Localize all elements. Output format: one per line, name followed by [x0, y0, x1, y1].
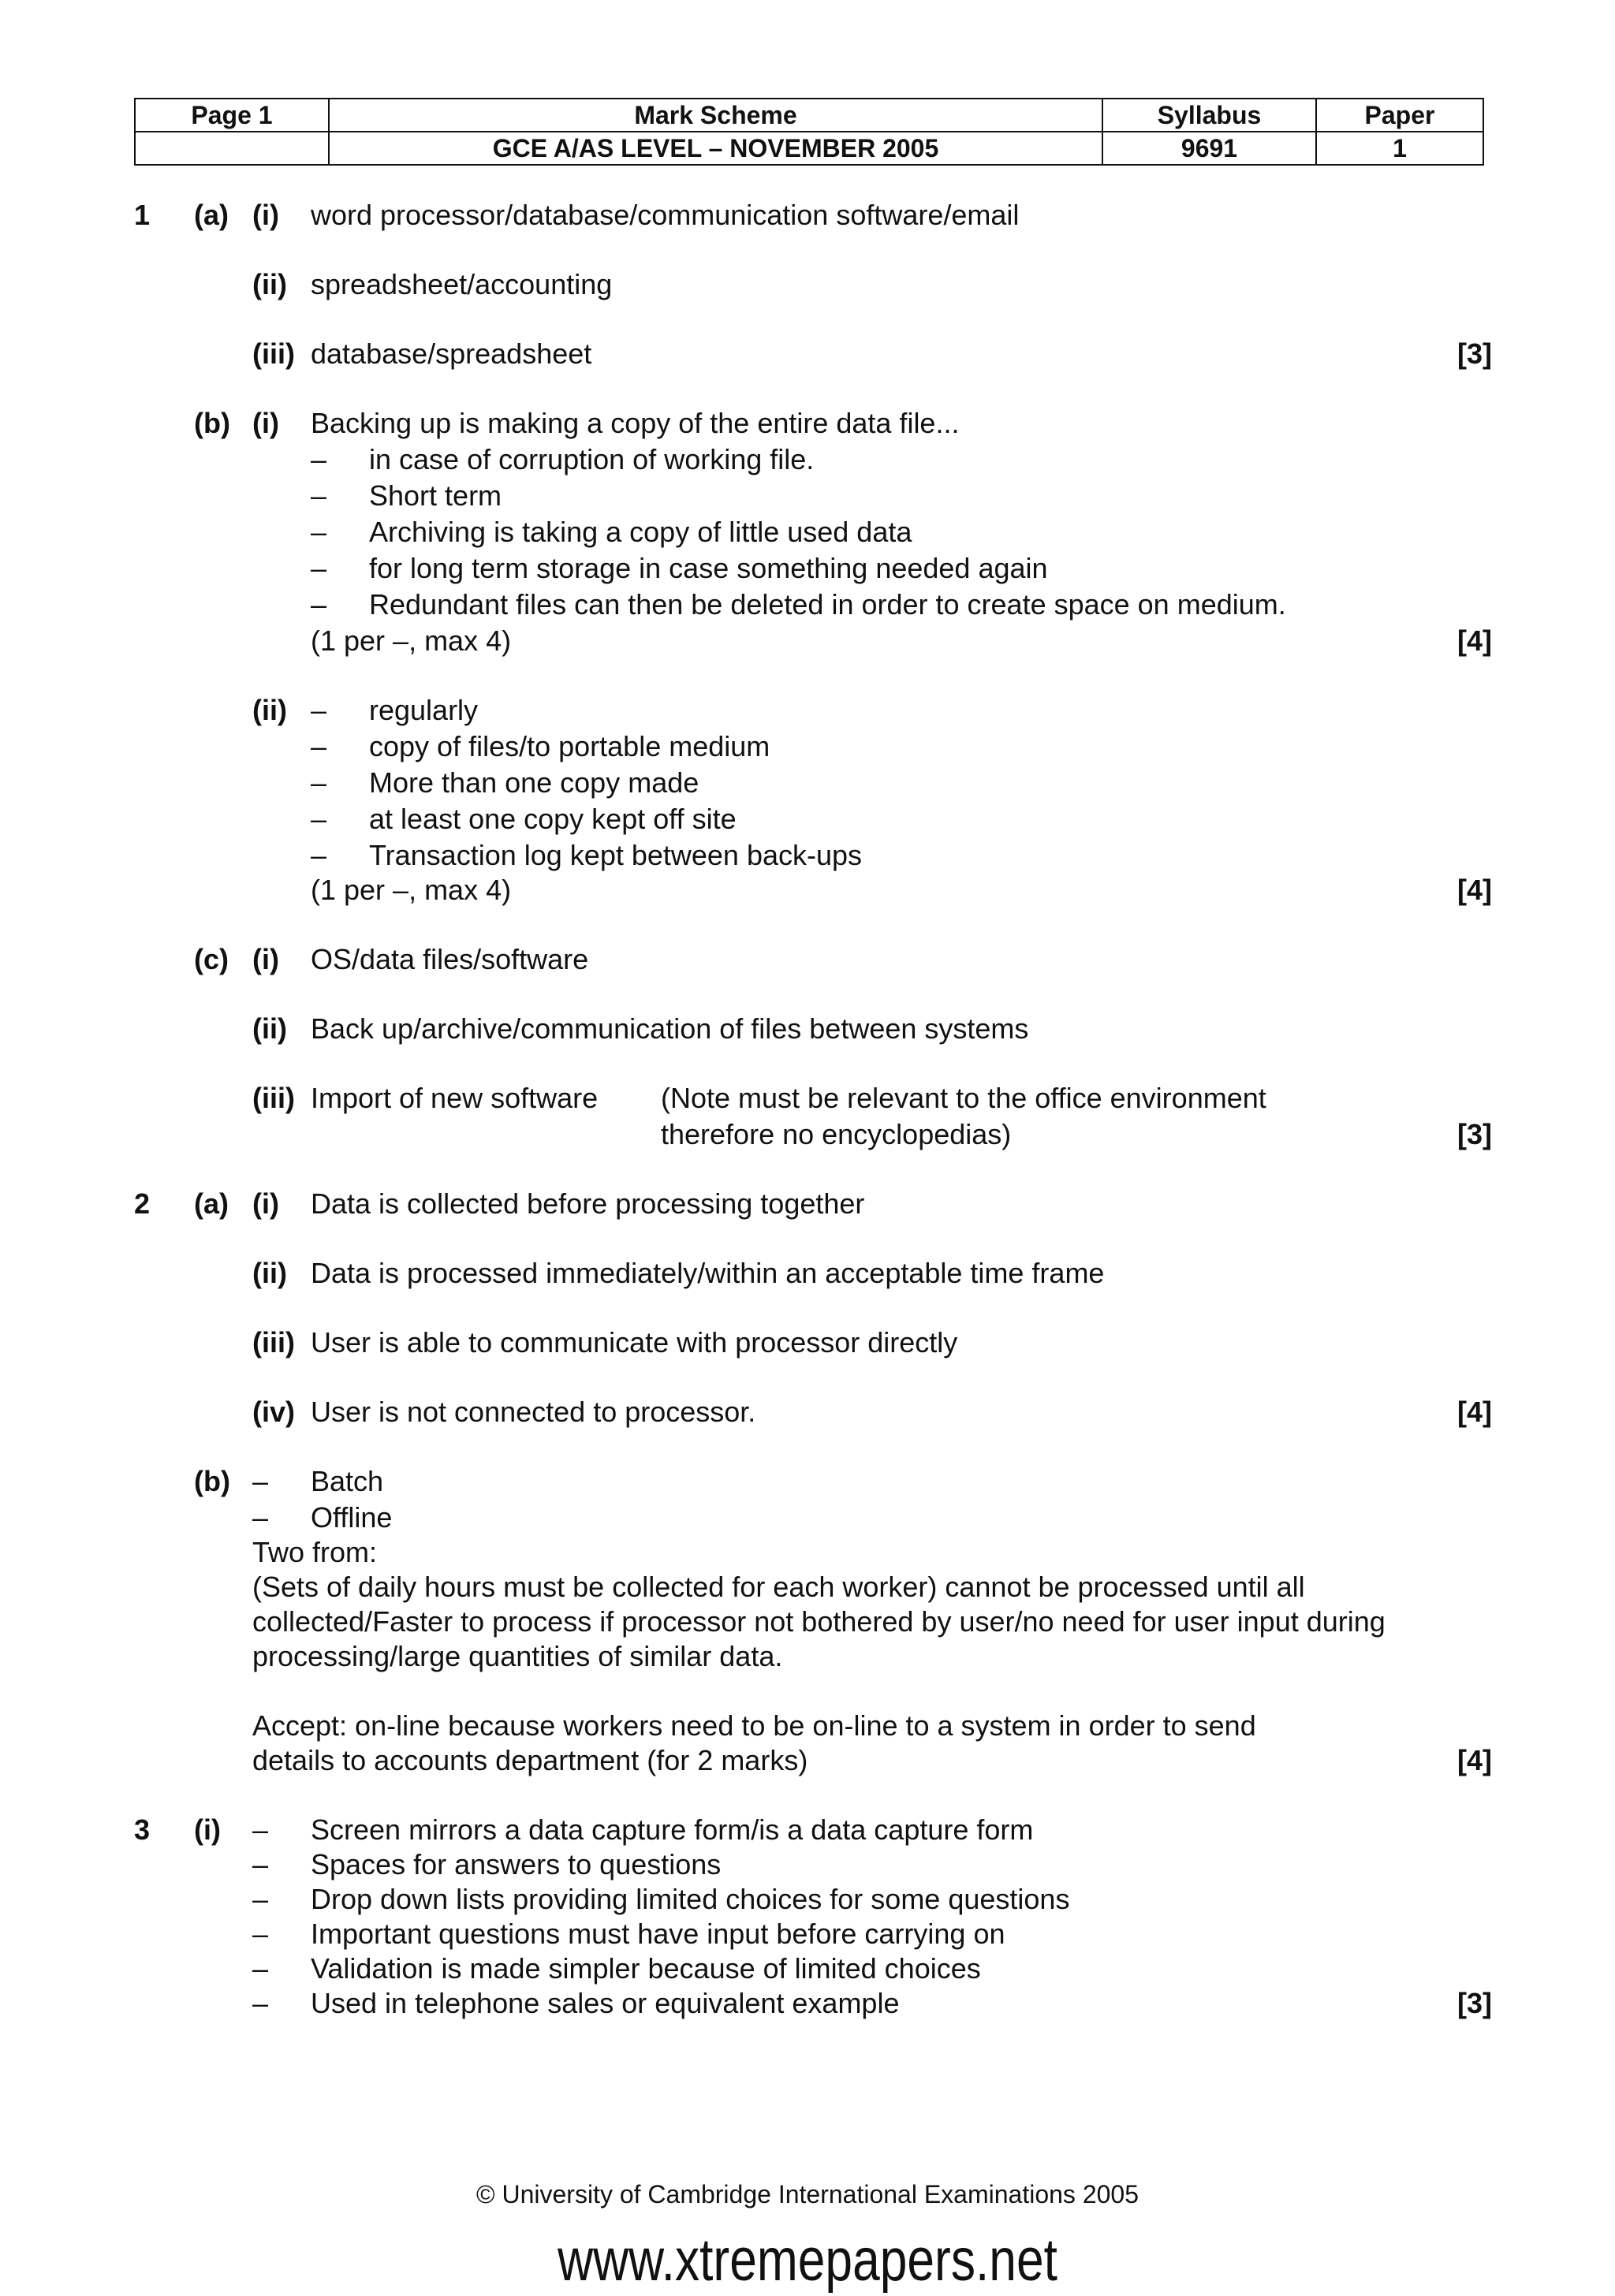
answer-text: word processor/database/communication software/email — [311, 199, 1020, 231]
bullet-text: Batch — [311, 1465, 384, 1497]
answer-text: OS/data files/software — [311, 943, 589, 975]
examiner-note: (Note must be relevant to the office environment — [661, 1082, 1266, 1114]
header-table — [134, 98, 1484, 166]
header-title: Mark Scheme — [329, 99, 1102, 132]
header-page: Page 1 — [135, 99, 329, 132]
bullet-text: regularly — [369, 694, 479, 726]
dash: – — [252, 1883, 269, 1915]
accept-note: Accept: on-line because workers need to be on-line to a system in order to send — [252, 1709, 1256, 1742]
answer-text: User is able to communicate with processor directly — [311, 1326, 958, 1359]
dash: – — [311, 588, 327, 621]
bullet-text: at least one copy kept off site — [369, 803, 737, 835]
marks: [3] — [1457, 337, 1492, 370]
header-row — [135, 99, 1483, 132]
subpart-label: (ii) — [252, 694, 287, 726]
subpart-label: (i) — [252, 1187, 279, 1220]
dash: – — [311, 730, 327, 762]
dash: – — [311, 839, 327, 871]
marks: [3] — [1457, 1987, 1492, 2019]
answer-text: Backing up is making a copy of the entire data file... — [311, 407, 960, 439]
examiner-note: therefore no encyclopedias) — [661, 1118, 1012, 1150]
part-label: (b) — [194, 407, 230, 439]
bullet-text: Short term — [369, 479, 502, 512]
subpart-label: (i) — [252, 407, 279, 439]
bullet-text: Spaces for answers to questions — [311, 1848, 722, 1880]
subpart-label: (iv) — [252, 1396, 295, 1428]
dash: – — [252, 1848, 269, 1880]
subpart-label: (iii) — [252, 1326, 295, 1359]
website-link[interactable]: www.xtremepapers.net — [558, 2227, 1057, 2294]
bullet-text: Validation is made simpler because of limited choices — [311, 1952, 981, 1985]
dash: – — [311, 803, 327, 835]
bullet-text: More than one copy made — [369, 766, 699, 799]
dash: – — [252, 1813, 269, 1846]
subpart-label: (ii) — [252, 268, 287, 300]
question-number: 3 — [134, 1813, 151, 1846]
dash: – — [311, 516, 327, 548]
dash: – — [252, 1987, 269, 2019]
bullet-text: Used in telephone sales or equivalent example — [311, 1987, 900, 2019]
header-paper-label: Paper — [1316, 99, 1483, 132]
answer-text: User is not connected to processor. — [311, 1396, 756, 1428]
copyright-footer: © University of Cambridge International Examinations 2005 — [476, 2180, 1139, 2208]
bullet-text: Drop down lists providing limited choices for some questions — [311, 1883, 1070, 1915]
subpart-label: (iii) — [252, 337, 295, 370]
dash: – — [311, 766, 327, 799]
subpart-label: (ii) — [252, 1012, 287, 1045]
header-syllabus-code: 9691 — [1102, 132, 1316, 165]
marks: [4] — [1457, 624, 1492, 657]
answer-text: Import of new software — [311, 1082, 599, 1114]
bullet-text: Important questions must have input before carrying on — [311, 1918, 1005, 1950]
bullet-text: for long term storage in case something needed again — [369, 552, 1048, 584]
subpart-label: (ii) — [252, 1257, 287, 1289]
mark-note: (1 per –, max 4) — [311, 874, 512, 906]
part-label: (c) — [194, 943, 229, 975]
answer-text: database/spreadsheet — [311, 337, 592, 370]
answer-text: processing/large quantities of similar data. — [252, 1640, 783, 1672]
part-label: (a) — [194, 1187, 229, 1220]
bullet-text: copy of files/to portable medium — [369, 730, 770, 762]
bullet-text: in case of corruption of working file. — [369, 443, 815, 475]
question-number: 2 — [134, 1187, 151, 1220]
dash: – — [311, 479, 327, 512]
header-paper-number: 1 — [1316, 132, 1483, 165]
header-row — [135, 132, 1483, 165]
part-label: (a) — [194, 199, 229, 231]
bullet-text: Offline — [311, 1501, 393, 1534]
answer-text: spreadsheet/accounting — [311, 268, 613, 300]
header-empty — [135, 132, 329, 165]
accept-note: details to accounts department (for 2 marks) — [252, 1744, 808, 1776]
part-label: (i) — [194, 1813, 221, 1846]
answer-text: Two from: — [252, 1536, 378, 1568]
part-label: (b) — [194, 1465, 230, 1497]
dash: – — [252, 1465, 269, 1497]
subpart-label: (i) — [252, 199, 279, 231]
bullet-text: Redundant files can then be deleted in order to create space on medium. — [369, 588, 1286, 621]
marks: [3] — [1457, 1118, 1492, 1150]
marks: [4] — [1457, 1744, 1492, 1776]
question-number: 1 — [134, 199, 151, 231]
mark-note: (1 per –, max 4) — [311, 624, 512, 657]
dash: – — [252, 1501, 269, 1534]
marks: [4] — [1457, 1396, 1492, 1428]
bullet-text: Archiving is taking a copy of little used data — [369, 516, 912, 548]
bullet-text: Transaction log kept between back-ups — [369, 839, 863, 871]
header-level: GCE A/AS LEVEL – NOVEMBER 2005 — [329, 132, 1102, 165]
marks: [4] — [1457, 874, 1492, 906]
subpart-label: (i) — [252, 943, 279, 975]
dash: – — [311, 443, 327, 475]
website-footer — [0, 2225, 1615, 2296]
answer-text: Back up/archive/communication of files between systems — [311, 1012, 1029, 1045]
header-syllabus-label: Syllabus — [1102, 99, 1316, 132]
dash: – — [252, 1952, 269, 1985]
dash: – — [311, 694, 327, 726]
answer-text: collected/Faster to process if processor not bothered by user/no need for user input during — [252, 1605, 1386, 1638]
answer-text: (Sets of daily hours must be collected for each worker) cannot be processed until all — [252, 1571, 1305, 1603]
answer-text: Data is collected before processing together — [311, 1187, 865, 1220]
dash: – — [252, 1918, 269, 1950]
subpart-label: (iii) — [252, 1082, 295, 1114]
dash: – — [311, 552, 327, 584]
bullet-text: Screen mirrors a data capture form/is a data capture form — [311, 1813, 1034, 1846]
answer-text: Data is processed immediately/within an acceptable time frame — [311, 1257, 1105, 1289]
